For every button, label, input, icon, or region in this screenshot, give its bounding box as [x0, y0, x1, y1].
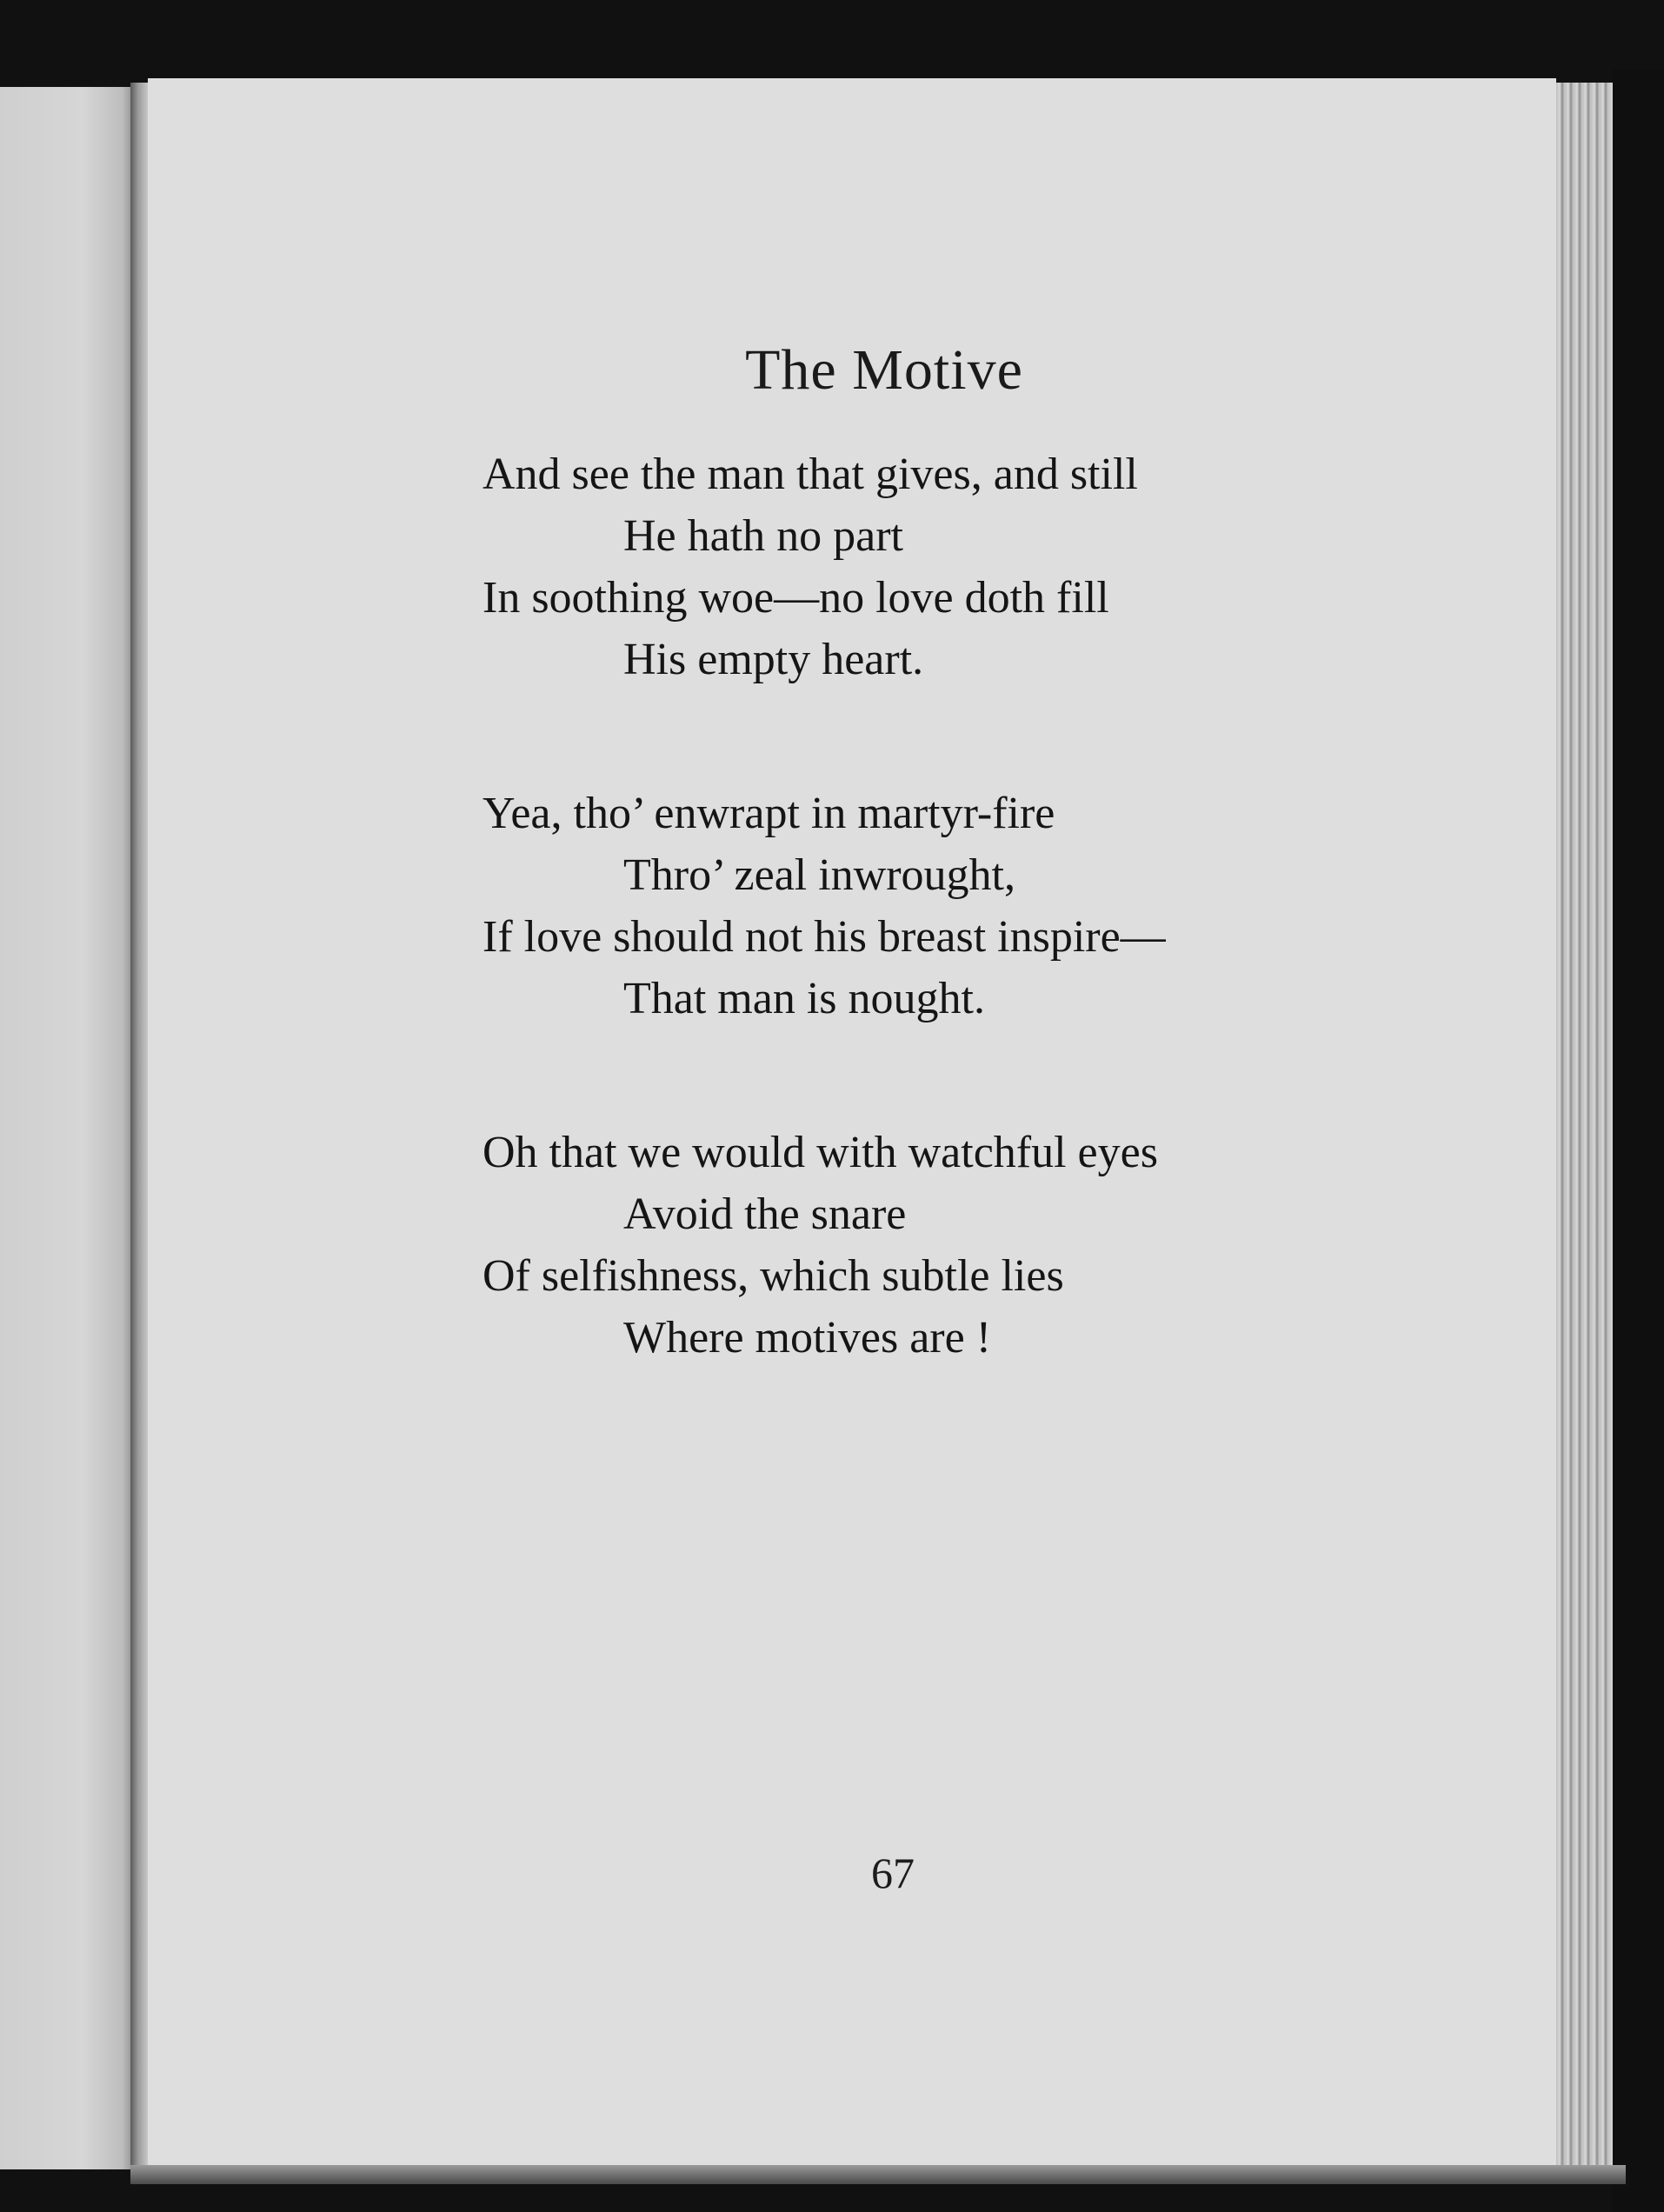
- stanza-2: [483, 783, 1166, 1029]
- poem-line: If love should not his breast inspire—: [483, 912, 1166, 962]
- poem-line: In soothing woe—no love doth fill: [483, 573, 1109, 623]
- left-page-edge: [0, 87, 139, 2169]
- poem-line: His empty heart.: [623, 635, 924, 684]
- poem-line: Avoid the snare: [623, 1189, 907, 1239]
- stanza-1: [483, 443, 1166, 690]
- poem-line: And see the man that gives, and still: [483, 450, 1138, 499]
- poem-title: The Motive: [745, 338, 1023, 402]
- scan-border: [1613, 70, 1664, 2212]
- poem-line: Thro’ zeal inwrought,: [623, 850, 1015, 900]
- page-edges: [1556, 83, 1617, 2169]
- poem-line: Yea, tho’ enwrapt in martyr-fire: [483, 789, 1055, 838]
- poem-line: Where motives are !: [623, 1313, 992, 1363]
- bottom-page-edge: [130, 2165, 1626, 2184]
- poem-line: That man is nought.: [623, 974, 985, 1023]
- book-gutter: [130, 83, 150, 2178]
- poem-line: He hath no part: [623, 511, 904, 561]
- poem-line: Of selfishness, which subtle lies: [483, 1251, 1064, 1301]
- poem-line: Oh that we would with watchful eyes: [483, 1128, 1158, 1177]
- poem-body: [483, 443, 1166, 1461]
- stanza-3: [483, 1122, 1166, 1369]
- right-page: [148, 78, 1556, 2174]
- page-number: 67: [871, 1849, 915, 1897]
